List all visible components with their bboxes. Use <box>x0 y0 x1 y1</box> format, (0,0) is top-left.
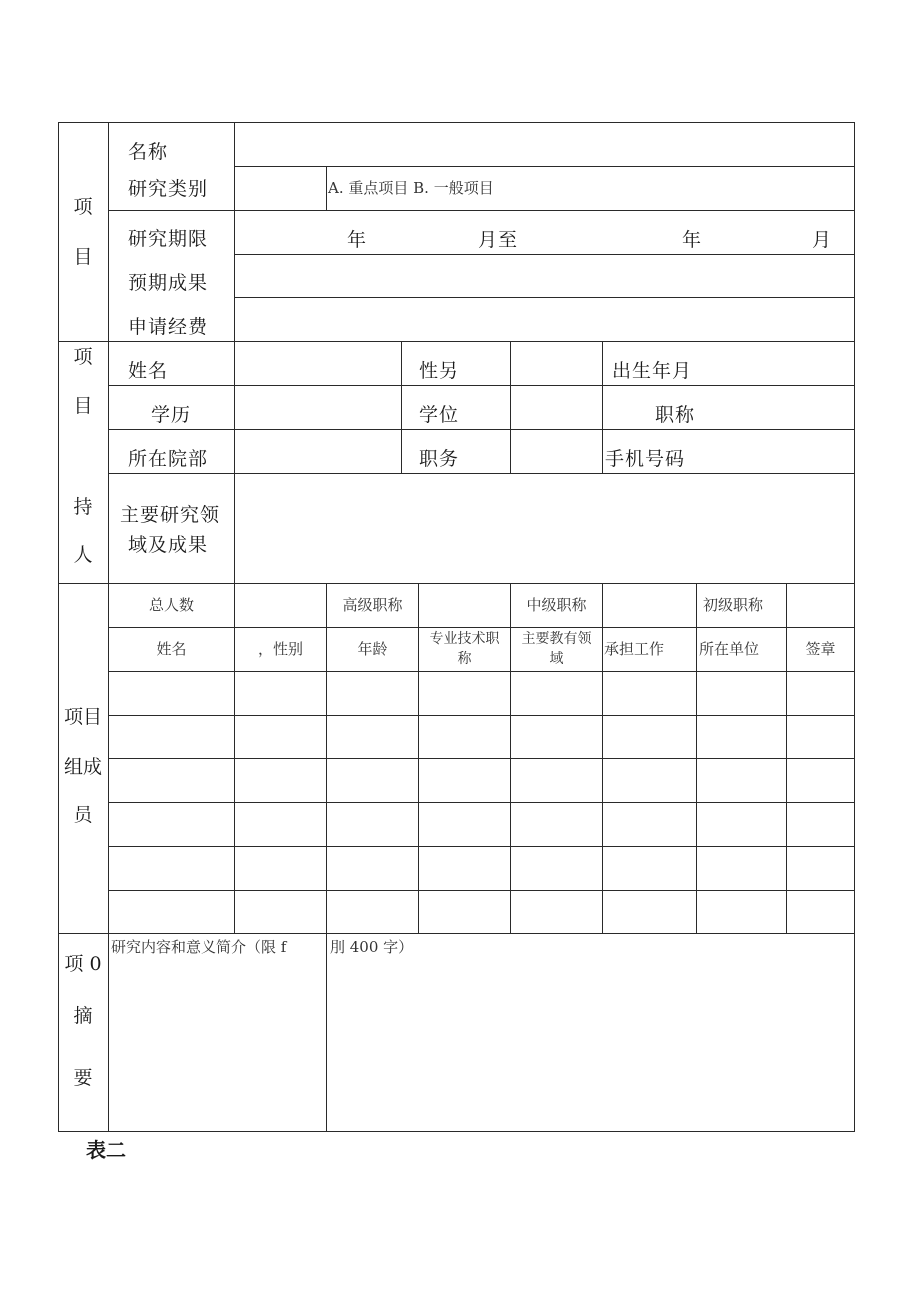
research-period-label: 研究期限 <box>128 228 209 250</box>
summary-prompt-part1: 研究内容和意义简介（限 f <box>111 938 287 956</box>
leader-department-label: 所在院部 <box>128 448 209 470</box>
col-header-name: 姓名 <box>156 640 187 658</box>
leader-position-label: 职务 <box>419 448 460 470</box>
rule <box>108 627 855 628</box>
section-label-leader-1: 项 <box>73 346 93 368</box>
table-caption: 表二 <box>86 1138 126 1162</box>
leader-name-label: 姓名 <box>128 360 169 382</box>
section-label-members-3: 员 <box>73 804 93 826</box>
leader-name-field[interactable] <box>235 342 401 385</box>
middle-title-label: 中级职称 <box>526 596 587 614</box>
leader-gender-field[interactable] <box>511 342 602 385</box>
period-year-end: 年 <box>682 229 703 251</box>
member-row[interactable] <box>109 759 854 802</box>
leader-title-label: 职称 <box>655 404 696 426</box>
col-header-tech-title-line1: 专业技术职 <box>429 631 500 647</box>
section-label-members-2: 组成 <box>63 756 102 778</box>
rule <box>108 210 855 211</box>
col-header-gender: ，性别 <box>257 640 303 658</box>
rule <box>58 583 855 584</box>
summary-field[interactable] <box>109 960 854 1130</box>
rule <box>326 166 327 210</box>
leader-degree-label: 学位 <box>419 404 460 426</box>
rule <box>58 933 855 934</box>
section-label-project-1: 项 <box>73 196 93 218</box>
section-label-leader-2: 目 <box>73 395 93 417</box>
funding-field[interactable] <box>235 298 854 341</box>
funding-label: 申请经费 <box>128 316 209 338</box>
col-header-field-line2: 域 <box>549 651 564 667</box>
leader-birth-label: 出生年月 <box>612 360 693 382</box>
rule <box>58 341 855 342</box>
rule <box>108 429 855 430</box>
leader-gender-label: 性另 <box>419 360 460 382</box>
rule <box>401 341 402 473</box>
section-label-summary-3: 要 <box>73 1067 93 1089</box>
period-month-to: 月至 <box>478 229 519 251</box>
research-category-label: 研究类别 <box>128 178 209 200</box>
rule <box>234 166 855 167</box>
section-label-members-1: 项目 <box>63 706 102 728</box>
section-label-summary-1 <box>58 955 108 974</box>
section-label-leader-4: 人 <box>73 544 93 566</box>
rule <box>602 341 603 473</box>
expected-results-label: 预期成果 <box>128 272 209 294</box>
total-members-label: 总人数 <box>148 596 194 614</box>
leader-department-field[interactable] <box>235 430 401 473</box>
col-header-task: 承担工作 <box>604 640 665 658</box>
summary-label-line1: 项 0 <box>64 953 102 975</box>
leader-education-label: 学历 <box>151 404 192 426</box>
rule <box>58 1131 855 1132</box>
col-header-sign: 签章 <box>805 640 836 658</box>
project-name-label: 名称 <box>128 141 169 163</box>
rule <box>854 122 855 1132</box>
leader-education-field[interactable] <box>235 386 401 429</box>
rule <box>108 385 855 386</box>
period-year-start: 年 <box>347 229 368 251</box>
leader-research-label-line1: 主要研究领 <box>120 504 221 526</box>
col-header-field-line1: 主要教有领 <box>521 631 592 647</box>
col-header-tech-title-line2: 称 <box>457 651 472 667</box>
leader-phone-label: 手机号码 <box>605 448 686 470</box>
section-label-leader-3: 持 <box>73 496 93 518</box>
research-category-blank[interactable] <box>235 167 326 210</box>
leader-position-field[interactable] <box>511 430 602 473</box>
summary-prompt-part2: 刖 400 字） <box>330 938 414 956</box>
rule <box>58 122 59 1132</box>
senior-title-label: 高级职称 <box>342 596 403 614</box>
member-row[interactable] <box>109 716 854 758</box>
col-header-age: 年龄 <box>357 640 388 658</box>
junior-title-label: 初级职称 <box>702 596 763 614</box>
member-row[interactable] <box>109 847 854 890</box>
member-row[interactable] <box>109 803 854 846</box>
period-month-end: 月 <box>812 229 833 251</box>
leader-research-field[interactable] <box>235 474 854 583</box>
col-header-unit: 所在单位 <box>699 640 760 658</box>
expected-results-field[interactable] <box>235 255 854 297</box>
section-label-summary-2: 摘 <box>73 1005 93 1027</box>
leader-research-label-line2: 域及成果 <box>128 534 209 556</box>
member-row[interactable] <box>109 891 854 933</box>
research-category-options[interactable]: A. 重点项目 B. 一般项目 <box>328 179 494 197</box>
member-row[interactable] <box>109 672 854 715</box>
section-label-project-2: 目 <box>73 246 93 268</box>
leader-degree-field[interactable] <box>511 386 602 429</box>
project-name-field[interactable] <box>235 123 854 166</box>
